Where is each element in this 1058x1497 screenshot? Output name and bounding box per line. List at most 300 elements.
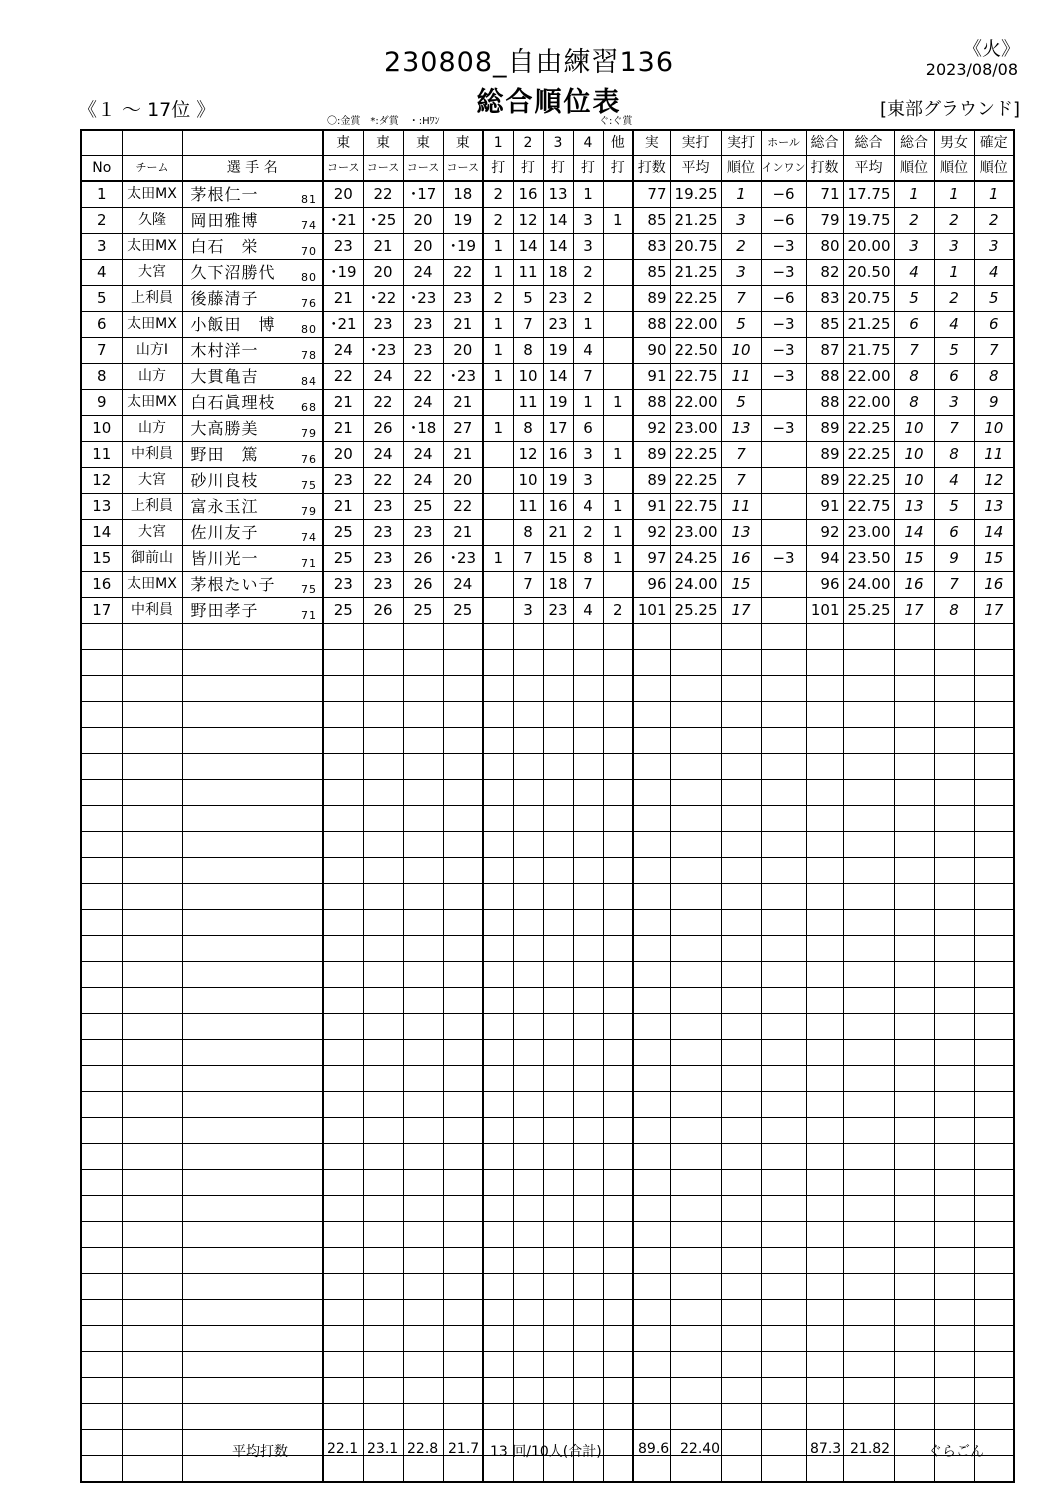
cell-avg: 24.00 xyxy=(670,572,721,598)
header-cell: 東 xyxy=(403,130,443,156)
cell-team: 上利員 xyxy=(122,286,182,312)
cell-hio xyxy=(761,572,806,598)
subtitle: 総合順位表 xyxy=(476,87,622,118)
empty-cell xyxy=(894,1014,934,1040)
cell-avg: 23.00 xyxy=(670,416,721,442)
empty-cell xyxy=(363,884,403,910)
cell-name xyxy=(182,494,323,520)
cell-avg: 24.25 xyxy=(670,546,721,572)
empty-row xyxy=(81,858,1014,884)
cell-h2: 7 xyxy=(513,546,543,572)
cell-team: 山方Ⅰ xyxy=(122,338,182,364)
cell-c4: 19 xyxy=(443,208,483,234)
cell-c2: 23 xyxy=(363,546,403,572)
cell-tavg: 20.75 xyxy=(843,286,894,312)
empty-cell xyxy=(573,1092,603,1118)
empty-cell xyxy=(761,1170,806,1196)
empty-cell xyxy=(806,832,843,858)
empty-cell xyxy=(806,676,843,702)
empty-cell xyxy=(603,884,633,910)
empty-cell xyxy=(603,1248,633,1274)
empty-cell xyxy=(403,1092,443,1118)
cell-final-rank: 13 xyxy=(974,494,1014,520)
empty-cell xyxy=(323,806,363,832)
cell-final-rank: 15 xyxy=(974,546,1014,572)
empty-cell xyxy=(513,1300,543,1326)
empty-cell xyxy=(403,1014,443,1040)
header-cell: 実打 xyxy=(670,130,721,156)
empty-cell xyxy=(363,1248,403,1274)
empty-cell xyxy=(894,1352,934,1378)
cell-c4: 21 xyxy=(443,390,483,416)
header-cell: コース xyxy=(443,156,483,182)
cell-h2: 16 xyxy=(513,181,543,208)
empty-cell xyxy=(573,1196,603,1222)
empty-cell xyxy=(894,806,934,832)
cell-gender-rank: 5 xyxy=(934,494,974,520)
empty-cell xyxy=(603,650,633,676)
cell-h4: 7 xyxy=(573,572,603,598)
table-row xyxy=(81,468,1014,494)
footer-course3-avg: 22.8 xyxy=(407,1441,439,1457)
empty-cell xyxy=(403,1378,443,1404)
cell-h3: 23 xyxy=(543,286,573,312)
empty-cell xyxy=(934,1300,974,1326)
empty-cell xyxy=(806,936,843,962)
cell-ho: 1 xyxy=(603,520,633,546)
cell-name xyxy=(182,416,323,442)
empty-cell xyxy=(603,1066,633,1092)
cell-h2: 8 xyxy=(513,520,543,546)
empty-cell xyxy=(443,884,483,910)
empty-cell xyxy=(974,936,1014,962)
empty-cell xyxy=(974,1014,1014,1040)
header-cell: 平均 xyxy=(843,156,894,182)
empty-cell xyxy=(122,728,182,754)
cell-hio xyxy=(761,390,806,416)
empty-cell xyxy=(974,1118,1014,1144)
empty-cell xyxy=(843,806,894,832)
cell-name xyxy=(182,598,323,624)
empty-cell xyxy=(603,1274,633,1300)
empty-cell xyxy=(806,702,843,728)
empty-cell xyxy=(806,962,843,988)
cell-name xyxy=(182,520,323,546)
empty-cell xyxy=(761,988,806,1014)
empty-cell xyxy=(323,1300,363,1326)
cell-tot: 85 xyxy=(806,312,843,338)
empty-cell xyxy=(806,1170,843,1196)
empty-cell xyxy=(806,806,843,832)
empty-cell xyxy=(670,884,721,910)
cell-strokes: 77 xyxy=(633,181,670,208)
document-title: 230808_自由練習136 xyxy=(383,47,675,78)
cell-tavg: 23.50 xyxy=(843,546,894,572)
player-name: 野田孝子 xyxy=(190,601,259,620)
empty-cell xyxy=(670,858,721,884)
cell-team: 山方 xyxy=(122,364,182,390)
empty-cell xyxy=(843,1014,894,1040)
empty-cell xyxy=(934,650,974,676)
cell-gender-rank: 5 xyxy=(934,338,974,364)
empty-cell xyxy=(633,650,670,676)
cell-no: 10 xyxy=(81,416,122,442)
empty-cell xyxy=(182,754,323,780)
cell-final-rank: 5 xyxy=(974,286,1014,312)
empty-cell xyxy=(934,780,974,806)
empty-cell xyxy=(934,1248,974,1274)
empty-cell xyxy=(603,936,633,962)
empty-cell xyxy=(934,1118,974,1144)
empty-row xyxy=(81,1326,1014,1352)
cell-h4: 8 xyxy=(573,546,603,572)
cell-h1: 2 xyxy=(483,181,513,208)
cell-avg: 25.25 xyxy=(670,598,721,624)
empty-cell xyxy=(81,962,122,988)
cell-tot: 88 xyxy=(806,364,843,390)
empty-cell xyxy=(403,1066,443,1092)
header-cell: 東 xyxy=(363,130,403,156)
header-cell: 総合 xyxy=(843,130,894,156)
cell-hio: −6 xyxy=(761,181,806,208)
player-name: 小飯田 博 xyxy=(190,315,276,334)
empty-cell xyxy=(894,1248,934,1274)
empty-cell xyxy=(513,1378,543,1404)
empty-cell xyxy=(721,676,761,702)
empty-cell xyxy=(603,1326,633,1352)
cell-h3: 16 xyxy=(543,494,573,520)
empty-cell xyxy=(443,1092,483,1118)
cell-name xyxy=(182,442,323,468)
cell-tot: 88 xyxy=(806,390,843,416)
cell-strokes: 88 xyxy=(633,390,670,416)
empty-row xyxy=(81,1222,1014,1248)
header-cell: 打 xyxy=(543,156,573,182)
empty-cell xyxy=(894,1170,934,1196)
cell-team: 上利員 xyxy=(122,494,182,520)
empty-cell xyxy=(894,1378,934,1404)
empty-cell xyxy=(894,936,934,962)
empty-cell xyxy=(761,676,806,702)
empty-cell xyxy=(721,780,761,806)
cell-tavg: 20.00 xyxy=(843,234,894,260)
empty-cell xyxy=(363,1144,403,1170)
empty-cell xyxy=(603,1300,633,1326)
empty-cell xyxy=(323,1144,363,1170)
cell-h3: 18 xyxy=(543,572,573,598)
empty-row xyxy=(81,676,1014,702)
player-name: 野田 篤 xyxy=(190,445,259,464)
cell-c1: 25 xyxy=(323,520,363,546)
empty-cell xyxy=(603,1378,633,1404)
empty-cell xyxy=(513,988,543,1014)
empty-cell xyxy=(633,624,670,650)
cell-c1: 21 xyxy=(323,416,363,442)
player-age: 79 xyxy=(301,427,317,440)
cell-team: 中利員 xyxy=(122,598,182,624)
empty-cell xyxy=(543,1196,573,1222)
empty-row xyxy=(81,1378,1014,1404)
empty-cell xyxy=(122,832,182,858)
empty-cell xyxy=(573,858,603,884)
cell-c4: 20 xyxy=(443,338,483,364)
cell-trank: 8 xyxy=(894,364,934,390)
empty-cell xyxy=(806,1222,843,1248)
empty-cell xyxy=(543,676,573,702)
cell-ho xyxy=(603,260,633,286)
cell-c1: 21 xyxy=(323,494,363,520)
player-age: 75 xyxy=(301,479,317,492)
empty-cell xyxy=(182,780,323,806)
cell-no: 7 xyxy=(81,338,122,364)
empty-cell xyxy=(894,910,934,936)
empty-cell xyxy=(974,1170,1014,1196)
player-name: 茅根たい子 xyxy=(190,575,276,594)
empty-cell xyxy=(633,1326,670,1352)
cell-h2: 5 xyxy=(513,286,543,312)
empty-cell xyxy=(483,910,513,936)
empty-cell xyxy=(974,754,1014,780)
cell-ho: 1 xyxy=(603,442,633,468)
header-cell: 総合 xyxy=(806,130,843,156)
cell-team: 山方 xyxy=(122,416,182,442)
cell-final-rank: 16 xyxy=(974,572,1014,598)
player-name: 佐川友子 xyxy=(190,523,259,542)
cell-h2: 11 xyxy=(513,494,543,520)
empty-cell xyxy=(974,806,1014,832)
empty-cell xyxy=(513,754,543,780)
empty-cell xyxy=(670,1066,721,1092)
empty-cell xyxy=(934,884,974,910)
empty-row xyxy=(81,1352,1014,1378)
empty-cell xyxy=(573,780,603,806)
cell-c4: 22 xyxy=(443,260,483,286)
cell-h1: 1 xyxy=(483,260,513,286)
cell-c2: 23 xyxy=(363,572,403,598)
header-cell: 打数 xyxy=(806,156,843,182)
empty-cell xyxy=(843,1066,894,1092)
header-cell: 打 xyxy=(573,156,603,182)
cell-strokes: 83 xyxy=(633,234,670,260)
cell-trank: 10 xyxy=(894,416,934,442)
cell-gender-rank: 1 xyxy=(934,260,974,286)
empty-cell xyxy=(721,936,761,962)
empty-row xyxy=(81,754,1014,780)
empty-cell xyxy=(603,806,633,832)
cell-gender-rank: 7 xyxy=(934,416,974,442)
empty-cell xyxy=(934,1352,974,1378)
empty-cell xyxy=(403,1144,443,1170)
cell-c1: 20 xyxy=(323,181,363,208)
empty-cell xyxy=(721,1248,761,1274)
empty-row xyxy=(81,910,1014,936)
empty-cell xyxy=(483,1118,513,1144)
empty-cell xyxy=(721,1092,761,1118)
empty-cell xyxy=(894,858,934,884)
empty-cell xyxy=(894,1274,934,1300)
empty-cell xyxy=(443,988,483,1014)
empty-cell xyxy=(603,780,633,806)
cell-h4: 1 xyxy=(573,312,603,338)
empty-cell xyxy=(843,1196,894,1222)
cell-rank: 17 xyxy=(721,598,761,624)
empty-cell xyxy=(323,754,363,780)
player-name: 白石 栄 xyxy=(190,237,259,256)
empty-cell xyxy=(670,910,721,936)
cell-hio: −3 xyxy=(761,546,806,572)
empty-cell xyxy=(806,1248,843,1274)
empty-cell xyxy=(894,780,934,806)
empty-cell xyxy=(843,728,894,754)
empty-cell xyxy=(543,1326,573,1352)
empty-cell xyxy=(513,1170,543,1196)
cell-no: 9 xyxy=(81,390,122,416)
empty-cell xyxy=(182,936,323,962)
empty-cell xyxy=(513,676,543,702)
cell-avg: 22.25 xyxy=(670,286,721,312)
empty-cell xyxy=(483,884,513,910)
empty-cell xyxy=(633,832,670,858)
empty-cell xyxy=(573,1326,603,1352)
cell-c2: 23 xyxy=(363,520,403,546)
empty-cell xyxy=(403,728,443,754)
header-cell: 4 xyxy=(573,130,603,156)
empty-cell xyxy=(761,884,806,910)
cell-avg: 19.25 xyxy=(670,181,721,208)
cell-h1: 1 xyxy=(483,312,513,338)
empty-cell xyxy=(363,1118,403,1144)
cell-h4: 4 xyxy=(573,494,603,520)
empty-cell xyxy=(894,1300,934,1326)
header-cell: インワン xyxy=(761,156,806,182)
empty-cell xyxy=(843,936,894,962)
cell-rank: 5 xyxy=(721,312,761,338)
cell-trank: 8 xyxy=(894,390,934,416)
empty-cell xyxy=(974,780,1014,806)
cell-h4: 3 xyxy=(573,442,603,468)
header-cell xyxy=(122,130,182,156)
empty-cell xyxy=(633,1378,670,1404)
table-row xyxy=(81,338,1014,364)
cell-trank: 5 xyxy=(894,286,934,312)
empty-cell xyxy=(443,1248,483,1274)
cell-strokes: 89 xyxy=(633,286,670,312)
cell-h4: 4 xyxy=(573,338,603,364)
empty-cell xyxy=(721,1326,761,1352)
empty-cell xyxy=(670,624,721,650)
empty-cell xyxy=(974,624,1014,650)
empty-row xyxy=(81,962,1014,988)
cell-tot: 89 xyxy=(806,468,843,494)
cell-no: 12 xyxy=(81,468,122,494)
cell-c4: ･19 xyxy=(443,234,483,260)
cell-strokes: 92 xyxy=(633,520,670,546)
empty-cell xyxy=(443,1326,483,1352)
empty-row xyxy=(81,728,1014,754)
empty-cell xyxy=(363,1378,403,1404)
cell-c2: 26 xyxy=(363,416,403,442)
empty-cell xyxy=(483,1014,513,1040)
empty-cell xyxy=(122,1092,182,1118)
empty-cell xyxy=(483,1300,513,1326)
cell-c4: 25 xyxy=(443,598,483,624)
cell-hio xyxy=(761,520,806,546)
empty-cell xyxy=(443,1404,483,1430)
empty-cell xyxy=(603,728,633,754)
cell-tot: 82 xyxy=(806,260,843,286)
table-row xyxy=(81,494,1014,520)
cell-gender-rank: 7 xyxy=(934,572,974,598)
empty-cell xyxy=(806,1066,843,1092)
empty-cell xyxy=(633,910,670,936)
empty-cell xyxy=(761,1066,806,1092)
empty-cell xyxy=(934,1196,974,1222)
cell-c3: 25 xyxy=(403,494,443,520)
cell-c1: 23 xyxy=(323,468,363,494)
empty-cell xyxy=(721,910,761,936)
player-age: 80 xyxy=(301,271,317,284)
cell-final-rank: 6 xyxy=(974,312,1014,338)
empty-cell xyxy=(670,728,721,754)
empty-cell xyxy=(363,1326,403,1352)
header-cell: 順位 xyxy=(934,156,974,182)
cell-ho: 1 xyxy=(603,546,633,572)
cell-no: 13 xyxy=(81,494,122,520)
empty-cell xyxy=(513,780,543,806)
empty-cell xyxy=(974,728,1014,754)
empty-cell xyxy=(761,624,806,650)
empty-cell xyxy=(573,1170,603,1196)
empty-cell xyxy=(403,1196,443,1222)
player-name: 岡田雅博 xyxy=(190,211,259,230)
cell-hio: −3 xyxy=(761,364,806,390)
cell-c1: ･19 xyxy=(323,260,363,286)
empty-cell xyxy=(974,702,1014,728)
empty-cell xyxy=(761,780,806,806)
empty-cell xyxy=(403,1352,443,1378)
cell-ho xyxy=(603,416,633,442)
empty-cell xyxy=(403,780,443,806)
table-row xyxy=(81,520,1014,546)
empty-cell xyxy=(934,754,974,780)
cell-c3: 24 xyxy=(403,468,443,494)
cell-c3: 23 xyxy=(403,520,443,546)
empty-cell xyxy=(573,988,603,1014)
empty-cell xyxy=(934,676,974,702)
empty-row xyxy=(81,1144,1014,1170)
empty-cell xyxy=(843,780,894,806)
empty-cell xyxy=(670,832,721,858)
empty-cell xyxy=(513,884,543,910)
empty-cell xyxy=(543,1352,573,1378)
empty-cell xyxy=(761,1144,806,1170)
empty-cell xyxy=(761,1404,806,1430)
empty-cell xyxy=(573,1378,603,1404)
empty-cell xyxy=(843,1300,894,1326)
empty-cell xyxy=(122,1352,182,1378)
header-cell: 打数 xyxy=(633,156,670,182)
empty-cell xyxy=(182,1248,323,1274)
header-cell: 選 手 名 xyxy=(182,156,323,182)
cell-h2: 7 xyxy=(513,312,543,338)
cell-rank: 11 xyxy=(721,364,761,390)
empty-row xyxy=(81,1404,1014,1430)
cell-trank: 7 xyxy=(894,338,934,364)
empty-cell xyxy=(443,624,483,650)
empty-cell xyxy=(81,754,122,780)
cell-h3: 14 xyxy=(543,364,573,390)
empty-cell xyxy=(843,1352,894,1378)
